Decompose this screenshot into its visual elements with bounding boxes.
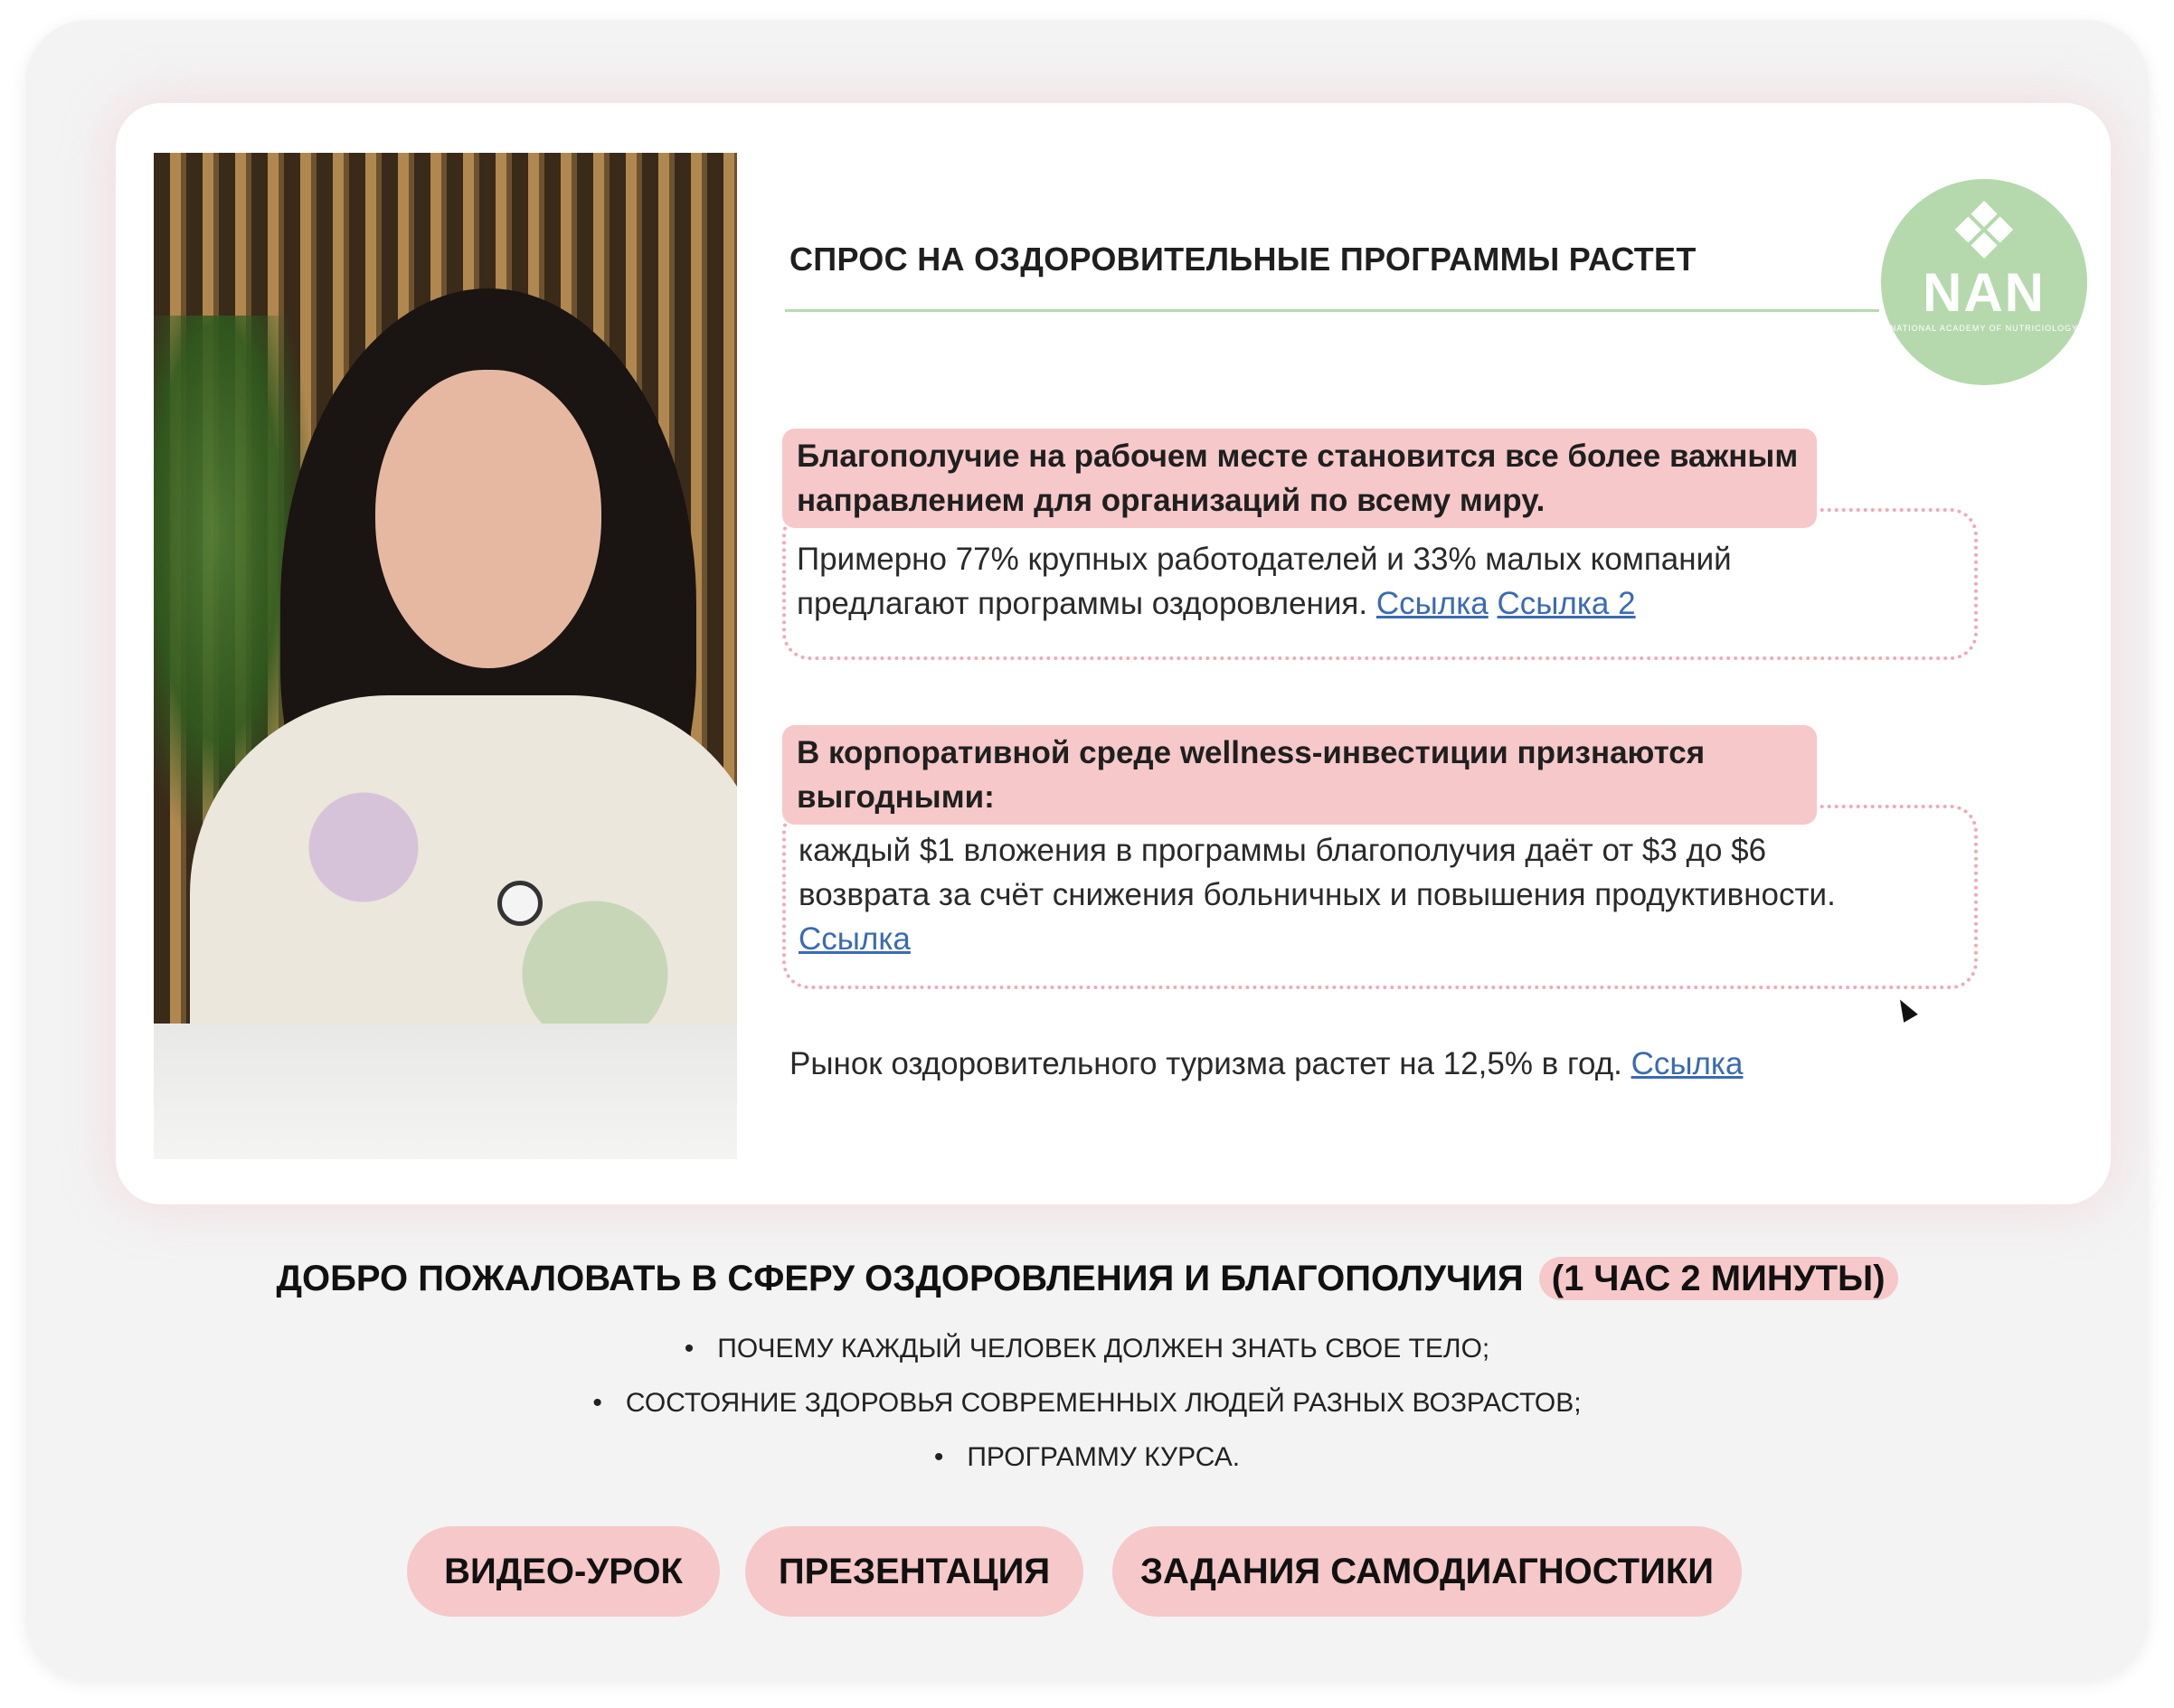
slide-footer: Рынок оздоровительного туризма растет на 12,5% в год. Ссылка (789, 1046, 1744, 1081)
presentation-button[interactable]: ПРЕЗЕНТАЦИЯ (745, 1526, 1083, 1617)
presenter-face (375, 370, 601, 668)
video-lesson-button[interactable]: ВИДЕО-УРОК (407, 1526, 720, 1617)
block2-text: каждый $1 вложения в программы благополучия даёт от $3 до $6 возврата за счёт снижения больничных и повышения продуктивности. Ссылка (799, 833, 1836, 957)
topic-item: • ПОЧЕМУ КАЖДЫЙ ЧЕЛОВЕК ДОЛЖЕН ЗНАТЬ СВОЕ ТЕЛО; (25, 1322, 2149, 1376)
lesson-topics (25, 1322, 2149, 1485)
lesson-card (25, 20, 2149, 1680)
leaf-book-icon: ❖ (1948, 186, 2020, 276)
block2-heading: В корпоративной среде wellness-инвестиции признаются выгодными: (782, 725, 1817, 825)
topic-item: • СОСТОЯНИЕ ЗДОРОВЬЯ СОВРЕМЕННЫХ ЛЮДЕЙ РАЗНЫХ ВОЗРАСТОВ; (25, 1376, 2149, 1430)
lesson-title: ДОБРО ПОЖАЛОВАТЬ В СФЕРУ ОЗДОРОВЛЕНИЯ И БЛАГОПОЛУЧИЯ (1 ЧАС 2 МИНУТЫ) (25, 1259, 2149, 1299)
duration-badge: (1 ЧАС 2 МИНУТЫ) (1539, 1257, 1898, 1300)
source-link-4[interactable]: Ссылка (1630, 1046, 1744, 1081)
source-link-3[interactable]: Ссылка (799, 921, 911, 957)
video-player[interactable] (116, 103, 2111, 1204)
topic-item: • ПРОГРАММУ КУРСА. (25, 1430, 2149, 1485)
presenter-video (154, 153, 737, 1159)
source-link-2[interactable]: Ссылка 2 (1497, 586, 1636, 621)
self-diagnostic-tasks-button[interactable]: ЗАДАНИЯ САМОДИАГНОСТИКИ (1112, 1526, 1742, 1617)
source-link-1[interactable]: Ссылка (1375, 586, 1489, 621)
slide-title: СПРОС НА ОЗДОРОВИТЕЛЬНЫЕ ПРОГРАММЫ РАСТЕТ (789, 241, 1697, 278)
microphone (497, 881, 543, 926)
block1-heading: Благополучие на рабочем месте становится все более важным направлением для организаций по всему миру. (782, 429, 1817, 528)
divider (785, 309, 1879, 312)
mouse-cursor-icon (1893, 996, 1918, 1023)
nan-logo: ❖ NAN NATIONAL ACADEMY OF NUTRICIOLOGY (1881, 179, 2087, 385)
block1-text: Примерно 77% крупных работодателей и 33% малых компаний предлагают программы оздоровления. Ссылка Ссылка 2 (797, 542, 1732, 621)
